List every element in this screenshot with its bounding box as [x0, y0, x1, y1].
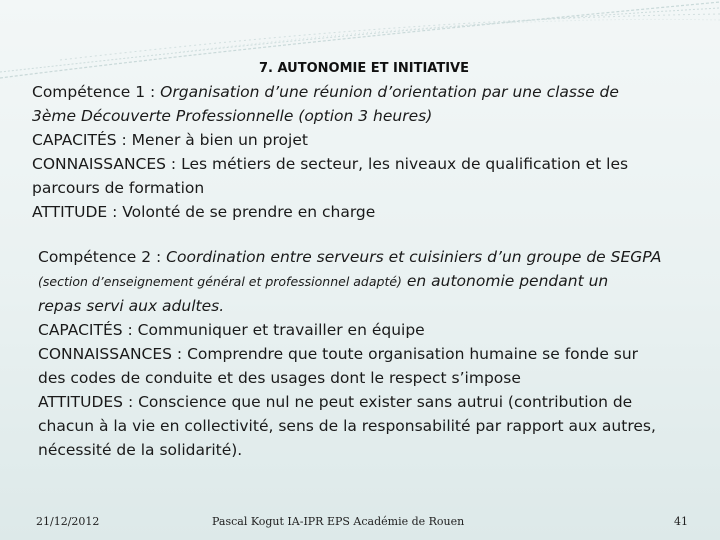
competence-1-label: Compétence 1 : [32, 83, 156, 101]
competence-2-title-mid: en autonomie pendant un [406, 272, 609, 290]
competence-2-attitudes-end: nécessité de la solidarité). [38, 441, 243, 459]
competence-2-capacites: CAPACITÉS : Communiquer et travailler en équipe [38, 321, 425, 339]
competence-2-block [38, 245, 698, 462]
competence-1-capacites: CAPACITÉS : Mener à bien un projet [32, 131, 308, 149]
page-number: 41 [674, 515, 688, 528]
footer-author: Pascal Kogut IA-IPR EPS Académie de Rouen [212, 515, 465, 528]
competence-1-heading [32, 80, 692, 104]
competence-2-connaissances-cont: des codes de conduite et des usages dont le respect s’impose [38, 369, 521, 387]
competence-2-title: Coordination entre serveurs et cuisiniers d’un groupe de SEGPA [166, 248, 662, 266]
competence-2-connaissances: CONNAISSANCES : Comprendre que toute organisation humaine se fonde sur [38, 345, 639, 363]
competence-2-heading [38, 245, 698, 269]
segpa-definition: (section d’enseignement général et professionnel adapté) [38, 274, 402, 289]
footer-date: 21/12/2012 [36, 515, 100, 528]
slide-title: 7. AUTONOMIE ET INITIATIVE [259, 61, 469, 76]
competence-2-attitudes-cont: chacun à la vie en collectivité, sens de la responsabilité par rapport aux autres, [38, 417, 656, 435]
competence-1-attitude: ATTITUDE : Volonté de se prendre en charge [32, 203, 376, 221]
competence-2-title-end: repas servi aux adultes. [38, 297, 225, 315]
competence-1-title: Organisation d’une réunion d’orientation par une classe de [160, 83, 619, 101]
competence-1-title-cont: 3ème Découverte Professionnelle (option 3 heures) [32, 107, 433, 125]
competence-1-connaissances-cont: parcours de formation [32, 179, 205, 197]
competence-1-connaissances: CONNAISSANCES : Les métiers de secteur, les niveaux de qualification et les [32, 155, 629, 173]
competence-2-attitudes: ATTITUDES : Conscience que nul ne peut exister sans autrui (contribution de [38, 393, 633, 411]
competence-2-label: Compétence 2 : [38, 248, 162, 266]
competence-1-block [32, 80, 692, 224]
competence-2-title-line2 [38, 269, 698, 294]
